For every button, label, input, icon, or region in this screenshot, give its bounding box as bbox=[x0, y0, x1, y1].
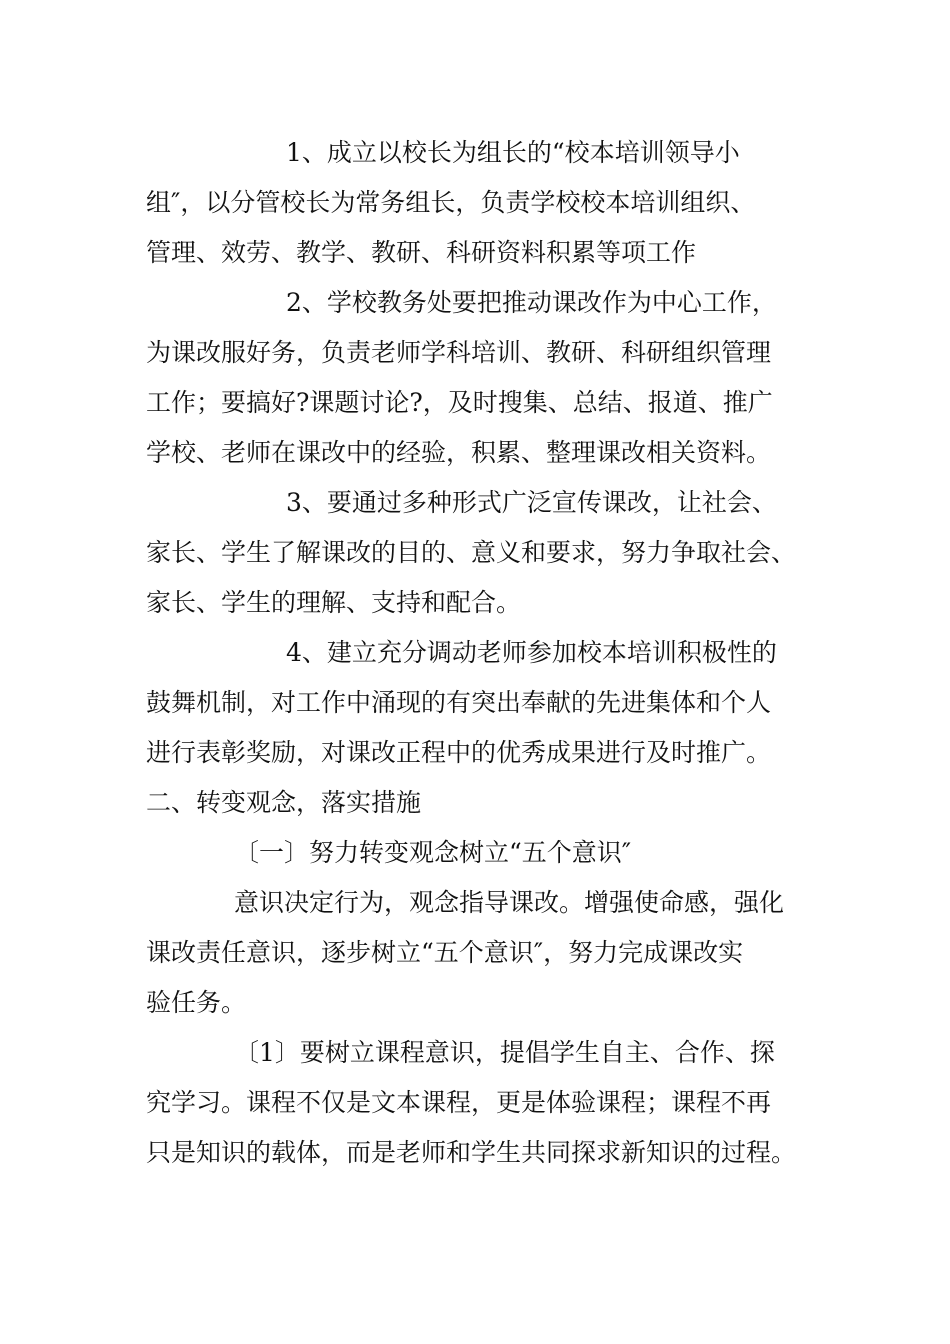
paragraph-line: 2、学校教务处要把推动课改作为中心工作， bbox=[286, 288, 777, 317]
paragraph-line: 4、建立充分调动老师参加校本培训积极性的 bbox=[286, 638, 777, 667]
paragraph-line: 〔1〕要树立课程意识，提倡学生自主、合作、探 bbox=[234, 1038, 775, 1067]
paragraph-line: 究学习。课程不仅是文本课程，更是体验课程；课程不再 bbox=[146, 1088, 772, 1117]
section-heading: 二、转变观念，落实措施 bbox=[146, 788, 422, 817]
subsection-heading: 〔一〕努力转变观念树立“五个意识″ bbox=[234, 838, 632, 867]
paragraph-line: 验任务。 bbox=[146, 988, 247, 1017]
paragraph-line: 家长、学生了解课改的目的、意义和要求，努力争取社会、 bbox=[146, 538, 797, 567]
paragraph-line: 3、要通过多种形式广泛宣传课改，让社会、 bbox=[286, 488, 777, 517]
paragraph-line: 课改责任意识，逐步树立“五个意识″，努力完成课改实 bbox=[146, 938, 744, 967]
paragraph-line: 意识决定行为，观念指导课改。增强使命感，强化 bbox=[234, 888, 785, 917]
paragraph-line: 鼓舞机制，对工作中涌现的有突出奉献的先进集体和个人 bbox=[146, 688, 772, 717]
paragraph-line: 为课改服好务，负责老师学科培训、教研、科研组织管理 bbox=[146, 338, 772, 367]
paragraph-line: 管理、效劳、教学、教研、科研资料积累等项工作 bbox=[146, 238, 697, 267]
paragraph-line: 1、成立以校长为组长的“校本培训领导小 bbox=[286, 138, 740, 167]
paragraph-line: 工作；要搞好?课题讨论?，及时搜集、总结、报道、推广 bbox=[146, 388, 773, 417]
document-body bbox=[146, 128, 806, 1178]
paragraph-line: 组″，以分管校长为常务组长，负责学校校本培训组织、 bbox=[146, 188, 756, 217]
paragraph-line: 家长、学生的理解、支持和配合。 bbox=[146, 588, 522, 617]
paragraph-line: 只是知识的载体，而是老师和学生共同探求新知识的过程。 bbox=[146, 1138, 797, 1167]
paragraph-line: 学校、老师在课改中的经验，积累、整理课改相关资料。 bbox=[146, 438, 772, 467]
paragraph-line: 进行表彰奖励，对课改正程中的优秀成果进行及时推广。 bbox=[146, 738, 772, 767]
